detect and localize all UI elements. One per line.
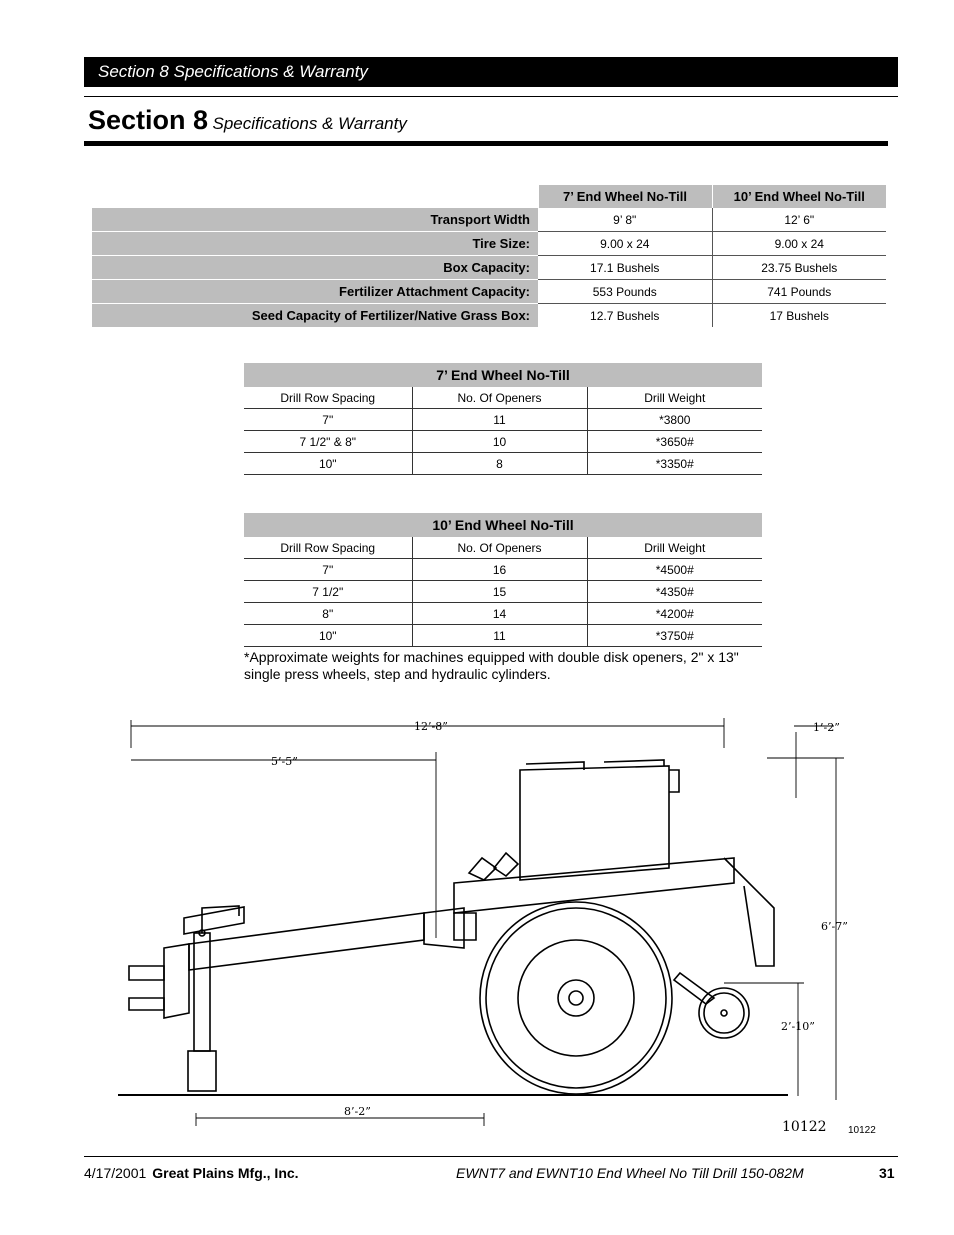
cell-weight: *4500# — [587, 559, 762, 581]
cell-openers: 11 — [412, 625, 587, 647]
dimension-lines — [131, 718, 844, 1126]
col-header: Drill Row Spacing — [244, 537, 412, 559]
dim-overall-length: 12’-8” — [414, 720, 448, 733]
col-header: No. Of Openers — [412, 387, 587, 409]
cell-openers: 8 — [412, 453, 587, 475]
cell-openers: 10 — [412, 431, 587, 453]
footer-left — [84, 1165, 299, 1181]
table-row — [244, 431, 762, 453]
weights-title-10: 10’ End Wheel No-Till — [244, 513, 762, 537]
cell-spacing: 7 1/2" — [244, 581, 412, 603]
spec-header-row — [92, 185, 886, 208]
section-number: Section 8 — [88, 105, 209, 135]
cell-spacing: 7" — [244, 559, 412, 581]
spec-corner — [92, 185, 538, 208]
weights-title-7: 7’ End Wheel No-Till — [244, 363, 762, 387]
section-subtitle: Specifications & Warranty — [212, 114, 407, 133]
spec-label: Transport Width — [92, 208, 538, 232]
spec-value-10: 23.75 Bushels — [712, 256, 886, 280]
spec-row — [92, 208, 886, 232]
section-rule — [84, 141, 888, 146]
cell-spacing: 10" — [244, 625, 412, 647]
spec-value-7: 17.1 Bushels — [538, 256, 712, 280]
header-rule — [84, 96, 898, 97]
cell-spacing: 10" — [244, 453, 412, 475]
dim-hitch-to-box: 5’-5” — [271, 755, 298, 768]
footer-doc-title: EWNT7 and EWNT10 End Wheel No Till Drill 150-082M — [456, 1165, 804, 1181]
jack-stand — [188, 906, 239, 1091]
col-header: Drill Row Spacing — [244, 387, 412, 409]
spec-value-10: 741 Pounds — [712, 280, 886, 304]
spec-col-10: 10’ End Wheel No-Till — [712, 185, 886, 208]
cell-openers: 11 — [412, 409, 587, 431]
spec-value-10: 17 Bushels — [712, 304, 886, 328]
spec-table — [92, 185, 886, 327]
cell-spacing: 7 1/2" & 8" — [244, 431, 412, 453]
dim-press-wheel: 2’-10” — [781, 1020, 815, 1033]
weights-footnote: *Approximate weights for machines equipped with double disk openers, 2" x 13" single press wheels, step and hydraulic cylinders. — [244, 649, 739, 682]
dim-wheelbase: 8’-2” — [344, 1105, 371, 1118]
hitch-tongue — [129, 907, 464, 1018]
col-header: Drill Weight — [587, 387, 762, 409]
spec-row — [92, 304, 886, 328]
dim-rear: 1’-2” — [813, 721, 840, 734]
spec-row — [92, 256, 886, 280]
spec-value-10: 12’ 6" — [712, 208, 886, 232]
drive-wheel — [480, 902, 672, 1094]
seed-box — [520, 760, 679, 880]
spec-value-10: 9.00 x 24 — [712, 232, 886, 256]
footer-date: 4/17/2001 — [84, 1165, 147, 1181]
spec-row — [92, 232, 886, 256]
spec-label: Fertilizer Attachment Capacity: — [92, 280, 538, 304]
drill-side-view-drawing — [84, 708, 874, 1148]
weights-table-10 — [244, 513, 762, 647]
spec-value-7: 9’ 8" — [538, 208, 712, 232]
table-row — [244, 603, 762, 625]
cell-weight: *4200# — [587, 603, 762, 625]
col-header: Drill Weight — [587, 537, 762, 559]
section-title — [88, 105, 407, 136]
section-header-bar: Section 8 Specifications & Warranty — [84, 57, 898, 87]
spec-value-7: 553 Pounds — [538, 280, 712, 304]
footer-company: Great Plains Mfg., Inc. — [152, 1165, 299, 1181]
weights-header-row — [244, 387, 762, 409]
spec-col-7: 7’ End Wheel No-Till — [538, 185, 712, 208]
spec-row — [92, 280, 886, 304]
cell-weight: *3750# — [587, 625, 762, 647]
cell-openers: 16 — [412, 559, 587, 581]
cell-weight: *4350# — [587, 581, 762, 603]
table-row — [244, 581, 762, 603]
table-row — [244, 453, 762, 475]
cell-openers: 15 — [412, 581, 587, 603]
drawing-label: 10122 — [782, 1119, 827, 1135]
table-row — [244, 559, 762, 581]
table-row — [244, 625, 762, 647]
weights-header-row — [244, 537, 762, 559]
spec-label: Box Capacity: — [92, 256, 538, 280]
dim-height: 6’-7” — [821, 920, 848, 933]
figure-number: 10122 — [848, 1125, 876, 1136]
page-number: 31 — [879, 1165, 895, 1181]
spec-label: Tire Size: — [92, 232, 538, 256]
cell-openers: 14 — [412, 603, 587, 625]
cell-weight: *3800 — [587, 409, 762, 431]
footer-rule — [84, 1156, 898, 1157]
spec-value-7: 12.7 Bushels — [590, 308, 660, 323]
cell-spacing: 7" — [244, 409, 412, 431]
spec-value-7: 9.00 x 24 — [538, 232, 712, 256]
table-row — [244, 409, 762, 431]
spec-label: Seed Capacity of Fertilizer/Native Grass Box: — [92, 304, 538, 328]
cell-spacing: 8" — [244, 603, 412, 625]
weights-table-7 — [244, 363, 762, 475]
cell-weight: *3650# — [587, 431, 762, 453]
col-header: No. Of Openers — [412, 537, 587, 559]
cell-weight: *3350# — [587, 453, 762, 475]
